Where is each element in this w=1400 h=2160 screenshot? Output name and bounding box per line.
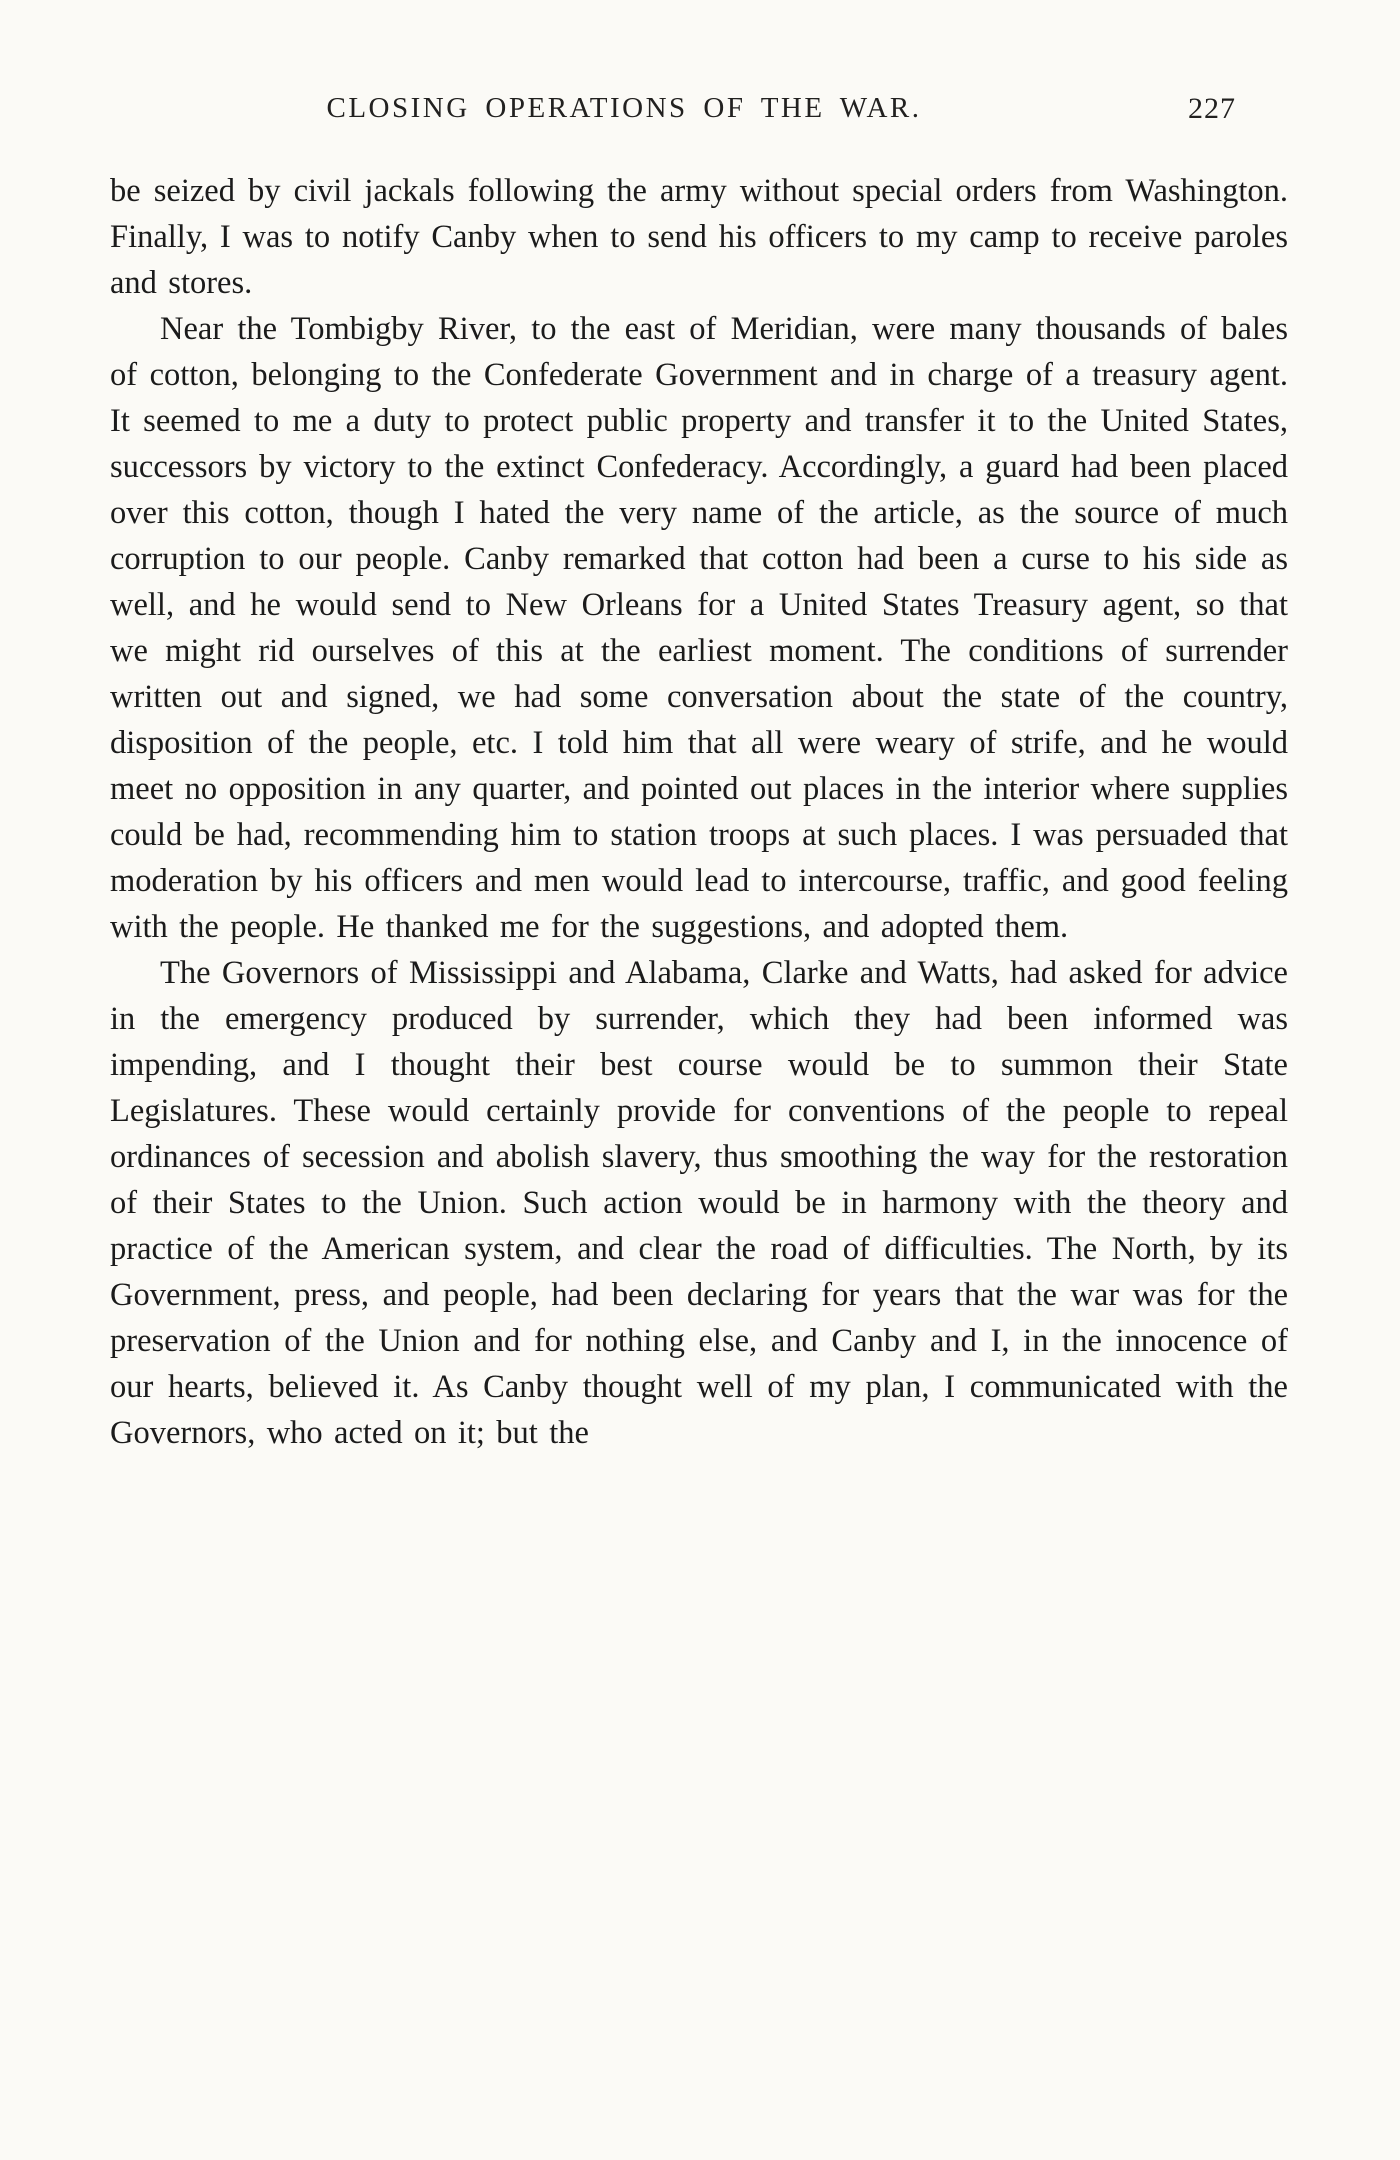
chapter-running-title: CLOSING OPERATIONS OF THE WAR.: [326, 92, 922, 124]
body-paragraph-2: Near the Tombigby River, to the east of Meridian, were many thousands of bales of cotton, belonging to the Confederate Government and in charge of a treasury agent. It seemed to me a duty to protect public property and transfer it to the United States, successors by victory to the extinct Confederacy. Accordingly, a guard had been placed over this cotton, though I hated the very name of the article, as the source of much corruption to our people. Canby remarked that cotton had been a curse to his side as well, and he would send to New Orleans for a United States Treasury agent, so that we might rid ourselves of this at the earliest moment. The conditions of surrender written out and signed, we had some conversation about the state of the country, disposition of the people, etc. I told him that all were weary of strife, and he would meet no opposition in any quarter, and pointed out places in the interior where supplies could be had, recommending him to station troops at such places. I was persuaded that moderation by his officers and men would lead to intercourse, traffic, and good feeling with the people. He thanked me for the suggestions, and adopted them.: [110, 311, 1288, 945]
body-paragraph-3: The Governors of Mississippi and Alabama, Clarke and Watts, had asked for advice in the emergency produced by surrender, which they had been informed was impending, and I thought their best course would be to summon their State Legislatures. These would certainly provide for conventions of the people to repeal ordinances of secession and abolish slavery, thus smoothing the way for the restoration of their States to the Union. Such action would be in harmony with the theory and practice of the American system, and clear the road of difficulties. The North, by its Government, press, and people, had been declaring for years that the war was for the preservation of the Union and for nothing else, and Canby and I, in the innocence of our hearts, believed it. As Canby thought well of my plan, I communicated with the Governors, who acted on it; but the: [110, 955, 1288, 1451]
running-head: [110, 92, 1288, 132]
page-content: [110, 92, 1288, 1456]
page-number: 227: [1188, 92, 1236, 125]
page-body: [110, 168, 1288, 1456]
body-paragraph-1: be seized by civil jackals following the army without special orders from Washington. Finally, I was to notify Canby when to send his officers to my camp to receive paroles and stores.: [110, 173, 1288, 301]
